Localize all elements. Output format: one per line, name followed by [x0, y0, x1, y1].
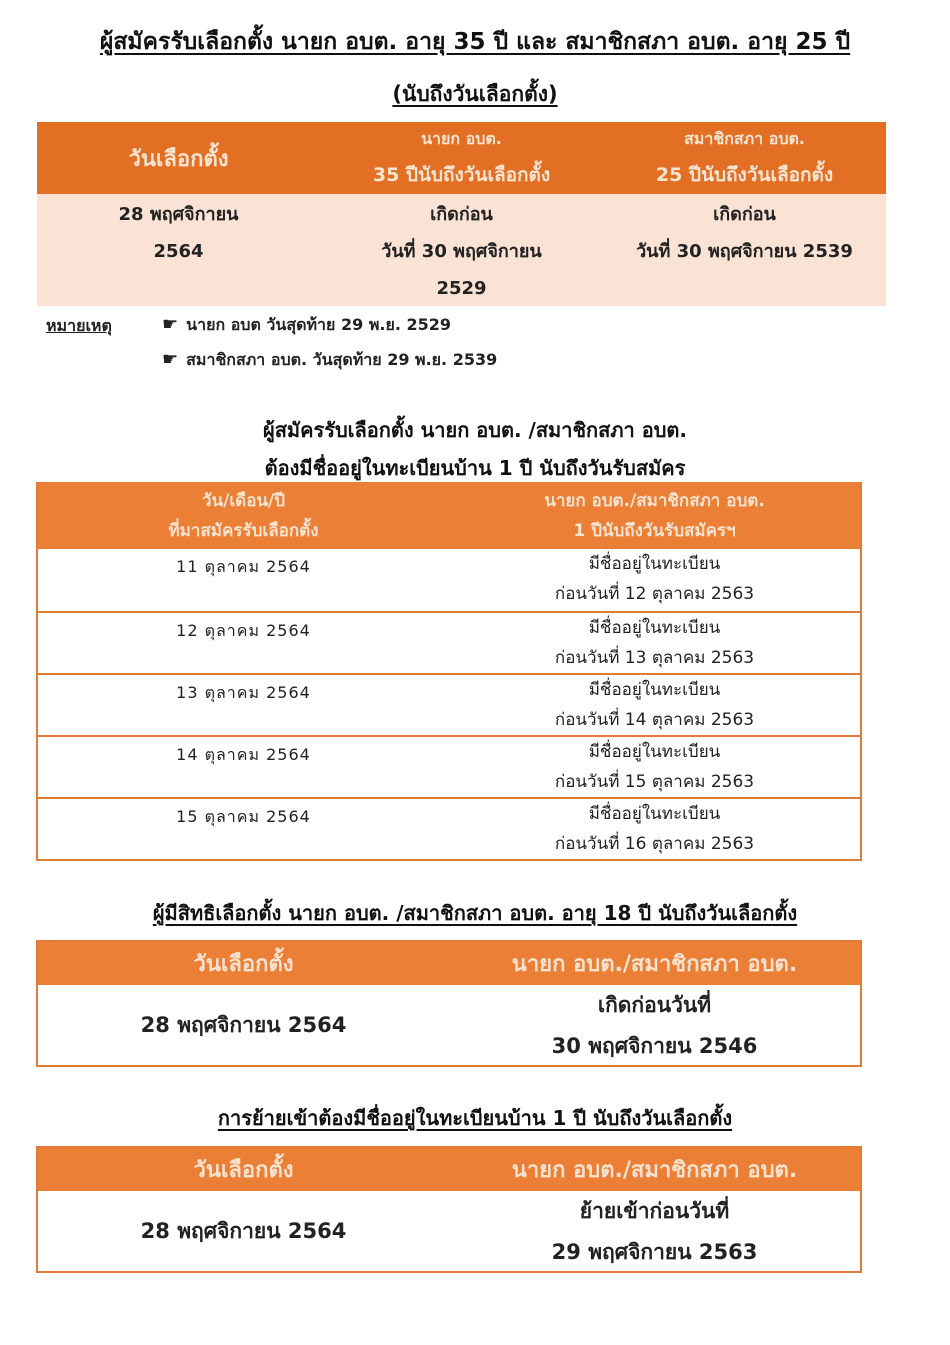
table-header	[37, 122, 886, 194]
table-header	[38, 1148, 860, 1191]
section1-subtitle: (นับถึงวันเลือกตั้ง)	[392, 82, 558, 106]
candidate-age-table	[37, 122, 886, 306]
apply-date: 11 ตุลาคม 2564	[176, 557, 311, 576]
election-date: 28 พฤศจิกายน 2564	[140, 1012, 347, 1037]
apply-date: 12 ตุลาคม 2564	[176, 621, 311, 640]
table-row: 11 ตุลาคม 2564 มีชื่ออยู่ในทะเบียน ก่อนวันที่ 12 ตุลาคม 2563	[38, 549, 860, 611]
election-date: 28 พฤศจิกายน 2564	[140, 1218, 347, 1243]
section2-title: ผู้สมัครรับเลือกตั้ง นายก อบต. /สมาชิกสภา อบต.	[262, 418, 688, 442]
election-year: 2564	[153, 241, 204, 262]
table-row	[38, 985, 860, 1065]
mayor-born-before-year: 2529	[436, 278, 487, 299]
note-label: หมายเหตุ	[46, 316, 112, 335]
header-council-age: 25 ปีนับถึงวันเลือกตั้ง	[655, 163, 834, 186]
header-election-date: วันเลือกตั้ง	[193, 1158, 294, 1183]
mayor-born-before-date: วันที่ 30 พฤศจิกายน	[381, 241, 542, 262]
header-mayor: นายก อบต.	[421, 128, 502, 148]
note-item: ☛ สมาชิกสภา อบต. วันสุดท้าย 29 พ.ย. 2539	[162, 349, 498, 370]
mayor-born-before-label: เกิดก่อน	[430, 204, 493, 225]
election-date: 28 พฤศจิกายน	[118, 204, 239, 225]
apply-date: 15 ตุลาคม 2564	[176, 807, 311, 826]
header-election-date: วันเลือกตั้ง	[193, 952, 294, 977]
header-positions: นายก อบต./สมาชิกสภา อบต.	[511, 1158, 798, 1183]
table-row: 14 ตุลาคม 2564 มีชื่ออยู่ในทะเบียน ก่อนวันที่ 15 ตุลาคม 2563	[38, 735, 860, 797]
header-apply-date-sub: ที่มาสมัครรับเลือกตั้ง	[168, 520, 319, 541]
voter-age-table	[36, 940, 862, 1067]
header-positions: นายก อบต./สมาชิกสภา อบต.	[544, 490, 765, 511]
section2-subtitle: ต้องมีชื่ออยู่ในทะเบียนบ้าน 1 ปี นับถึงวันรับสมัคร	[264, 456, 686, 480]
header-positions: นายก อบต./สมาชิกสภา อบต.	[511, 952, 798, 977]
table-row	[37, 194, 886, 306]
note-item: ☛ นายก อบต วันสุดท้าย 29 พ.ย. 2529	[162, 314, 451, 335]
header-residency-rule: 1 ปีนับถึงวันรับสมัครฯ	[573, 520, 736, 541]
move-in-before-date: 29 พฤศจิกายน 2563	[551, 1240, 758, 1264]
move-in-before-label: ย้ายเข้าก่อนวันที่	[579, 1199, 730, 1223]
table-row: 13 ตุลาคม 2564 มีชื่ออยู่ในทะเบียน ก่อนวันที่ 14 ตุลาคม 2563	[38, 673, 860, 735]
apply-date: 14 ตุลาคม 2564	[176, 745, 311, 764]
header-apply-date: วัน/เดือน/ปี	[201, 490, 286, 511]
header-council: สมาชิกสภา อบต.	[684, 128, 805, 148]
pointing-hand-icon: ☛	[162, 314, 179, 335]
pointing-hand-icon: ☛	[162, 349, 179, 370]
section4-title: การย้ายเข้าต้องมีชื่ออยู่ในทะเบียนบ้าน 1 ปี นับถึงวันเลือกตั้ง	[217, 1106, 733, 1130]
table-row: 15 ตุลาคม 2564 มีชื่ออยู่ในทะเบียน ก่อนวันที่ 16 ตุลาคม 2563	[38, 797, 860, 859]
table-header	[38, 942, 860, 985]
table-row	[38, 1191, 860, 1271]
residency-table	[36, 482, 862, 861]
born-before-label: เกิดก่อนวันที่	[597, 993, 712, 1017]
table-row: 12 ตุลาคม 2564 มีชื่ออยู่ในทะเบียน ก่อนวันที่ 13 ตุลาคม 2563	[38, 611, 860, 673]
apply-date: 13 ตุลาคม 2564	[176, 683, 311, 702]
born-before-date: 30 พฤศจิกายน 2546	[551, 1034, 758, 1058]
council-born-before-date: วันที่ 30 พฤศจิกายน 2539	[636, 241, 853, 262]
move-in-table	[36, 1146, 862, 1273]
header-mayor-age: 35 ปีนับถึงวันเลือกตั้ง	[372, 163, 551, 186]
section1-title: ผู้สมัครรับเลือกตั้ง นายก อบต. อายุ 35 ปี และ สมาชิกสภา อบต. อายุ 25 ปี	[99, 29, 851, 55]
table-header	[38, 482, 860, 549]
section3-title: ผู้มีสิทธิเลือกตั้ง นายก อบต. /สมาชิกสภา อบต. อายุ 18 ปี นับถึงวันเลือกตั้ง	[152, 901, 798, 925]
council-born-before-label: เกิดก่อน	[713, 204, 776, 225]
header-election-date: วันเลือกตั้ง	[128, 146, 229, 172]
